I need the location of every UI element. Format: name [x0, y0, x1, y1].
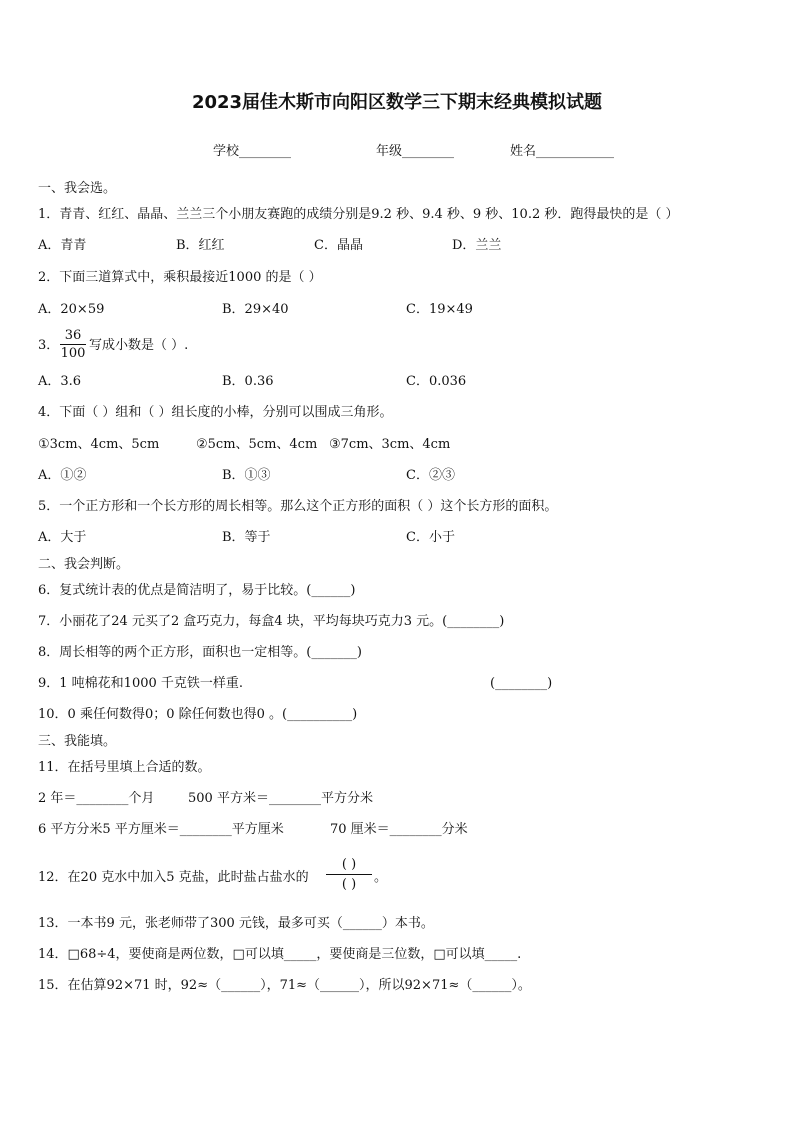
- question-3-number: 3．: [38, 338, 60, 353]
- q11-part-a: 2 年＝________个月: [38, 791, 155, 806]
- q3-option-c[interactable]: C．0.036: [406, 374, 467, 389]
- q12-fraction[interactable]: [326, 855, 372, 894]
- q4-option-a[interactable]: A．①②: [38, 468, 87, 483]
- section-heading-3: 三、我能填。: [38, 734, 117, 749]
- q1-option-b[interactable]: B．红红: [176, 238, 225, 253]
- question-8: 8．周长相等的两个正方形，面积也一定相等。(_______): [38, 645, 362, 660]
- q3-option-b[interactable]: B．0.36: [222, 374, 274, 389]
- q4-option-c[interactable]: C．②③: [406, 468, 455, 483]
- page-title: 2023届佳木斯市向阳区数学三下期末经典模拟试题: [191, 92, 603, 113]
- q3-fraction-numerator: 36: [60, 327, 86, 345]
- q9-answer-blank[interactable]: (________): [490, 676, 553, 691]
- q1-option-d[interactable]: D．兰兰: [452, 238, 502, 253]
- q3-fraction: [60, 327, 86, 362]
- question-6: 6．复式统计表的优点是简洁明了，易于比较。(______): [38, 583, 356, 598]
- question-2: 2．下面三道算式中，乘积最接近1000 的是（ ）: [38, 270, 322, 285]
- question-3-text: 写成小数是（ ）.: [89, 338, 189, 353]
- q3-option-a[interactable]: A．3.6: [38, 374, 82, 389]
- question-4: 4．下面（ ）组和（ ）组长度的小棒，分别可以围成三角形。: [38, 405, 393, 420]
- q11-part-d: 70 厘米＝________分米: [330, 822, 468, 837]
- q2-option-a[interactable]: A．20×59: [38, 302, 105, 317]
- question-9: 9．1 吨棉花和1000 千克铁一样重.: [38, 676, 244, 691]
- question-5: 5．一个正方形和一个长方形的周长相等。那么这个正方形的面积（ ）这个长方形的面积。: [38, 499, 558, 514]
- question-1: 1．青青、红红、晶晶、兰兰三个小朋友赛跑的成绩分别是9.2 秒、9.4 秒、9 秒、10.2 秒．跑得最快的是（ ）: [38, 207, 679, 222]
- section-heading-2: 二、我会判断。: [38, 557, 130, 572]
- q3-fraction-denominator: 100: [60, 346, 86, 361]
- school-field[interactable]: 学校________: [213, 144, 292, 159]
- q5-option-b[interactable]: B．等于: [222, 530, 271, 545]
- q2-option-c[interactable]: C．19×49: [406, 302, 473, 317]
- section-heading-1: 一、我会选。: [38, 181, 117, 196]
- question-7: 7．小丽花了24 元买了2 盒巧克力，每盒4 块，平均每块巧克力3 元。(________): [38, 614, 505, 629]
- q4-group-1: ①3cm、4cm、5cm: [38, 437, 160, 452]
- q12-fraction-numerator[interactable]: ( ): [326, 855, 372, 875]
- name-field[interactable]: 姓名____________: [510, 144, 615, 159]
- q4-group-2: ②5cm、5cm、4cm: [196, 437, 318, 452]
- q4-group-3: ③7cm、3cm、4cm: [329, 437, 451, 452]
- q1-option-c[interactable]: C．晶晶: [314, 238, 363, 253]
- q11-part-b: 500 平方米＝________平方分米: [188, 791, 373, 806]
- q11-part-c: 6 平方分米5 平方厘米＝________平方厘米: [38, 822, 284, 837]
- question-11: 11．在括号里填上合适的数。: [38, 760, 211, 775]
- q5-option-a[interactable]: A．大于: [38, 530, 87, 545]
- q4-option-b[interactable]: B．①③: [222, 468, 271, 483]
- q12-fraction-denominator[interactable]: ( ): [341, 877, 357, 892]
- q12-end: 。: [374, 870, 388, 885]
- question-13: 13．一本书9 元，张老师带了300 元钱，最多可买（______）本书。: [38, 916, 434, 931]
- question-10: 10．0 乘任何数得0；0 除任何数也得0 。(__________): [38, 707, 358, 722]
- question-12: 12．在20 克水中加入5 克盐，此时盐占盐水的: [38, 870, 309, 885]
- q5-option-c[interactable]: C．小于: [406, 530, 455, 545]
- question-15: 15．在估算92×71 时，92≈（______），71≈（______），所以92×71≈（______）。: [38, 978, 531, 993]
- grade-field[interactable]: 年级________: [376, 144, 455, 159]
- q2-option-b[interactable]: B．29×40: [222, 302, 289, 317]
- question-14: 14．□68÷4，要使商是两位数，□可以填_____，要使商是三位数，□可以填_____.: [38, 947, 522, 962]
- q1-option-a[interactable]: A．青青: [38, 238, 87, 253]
